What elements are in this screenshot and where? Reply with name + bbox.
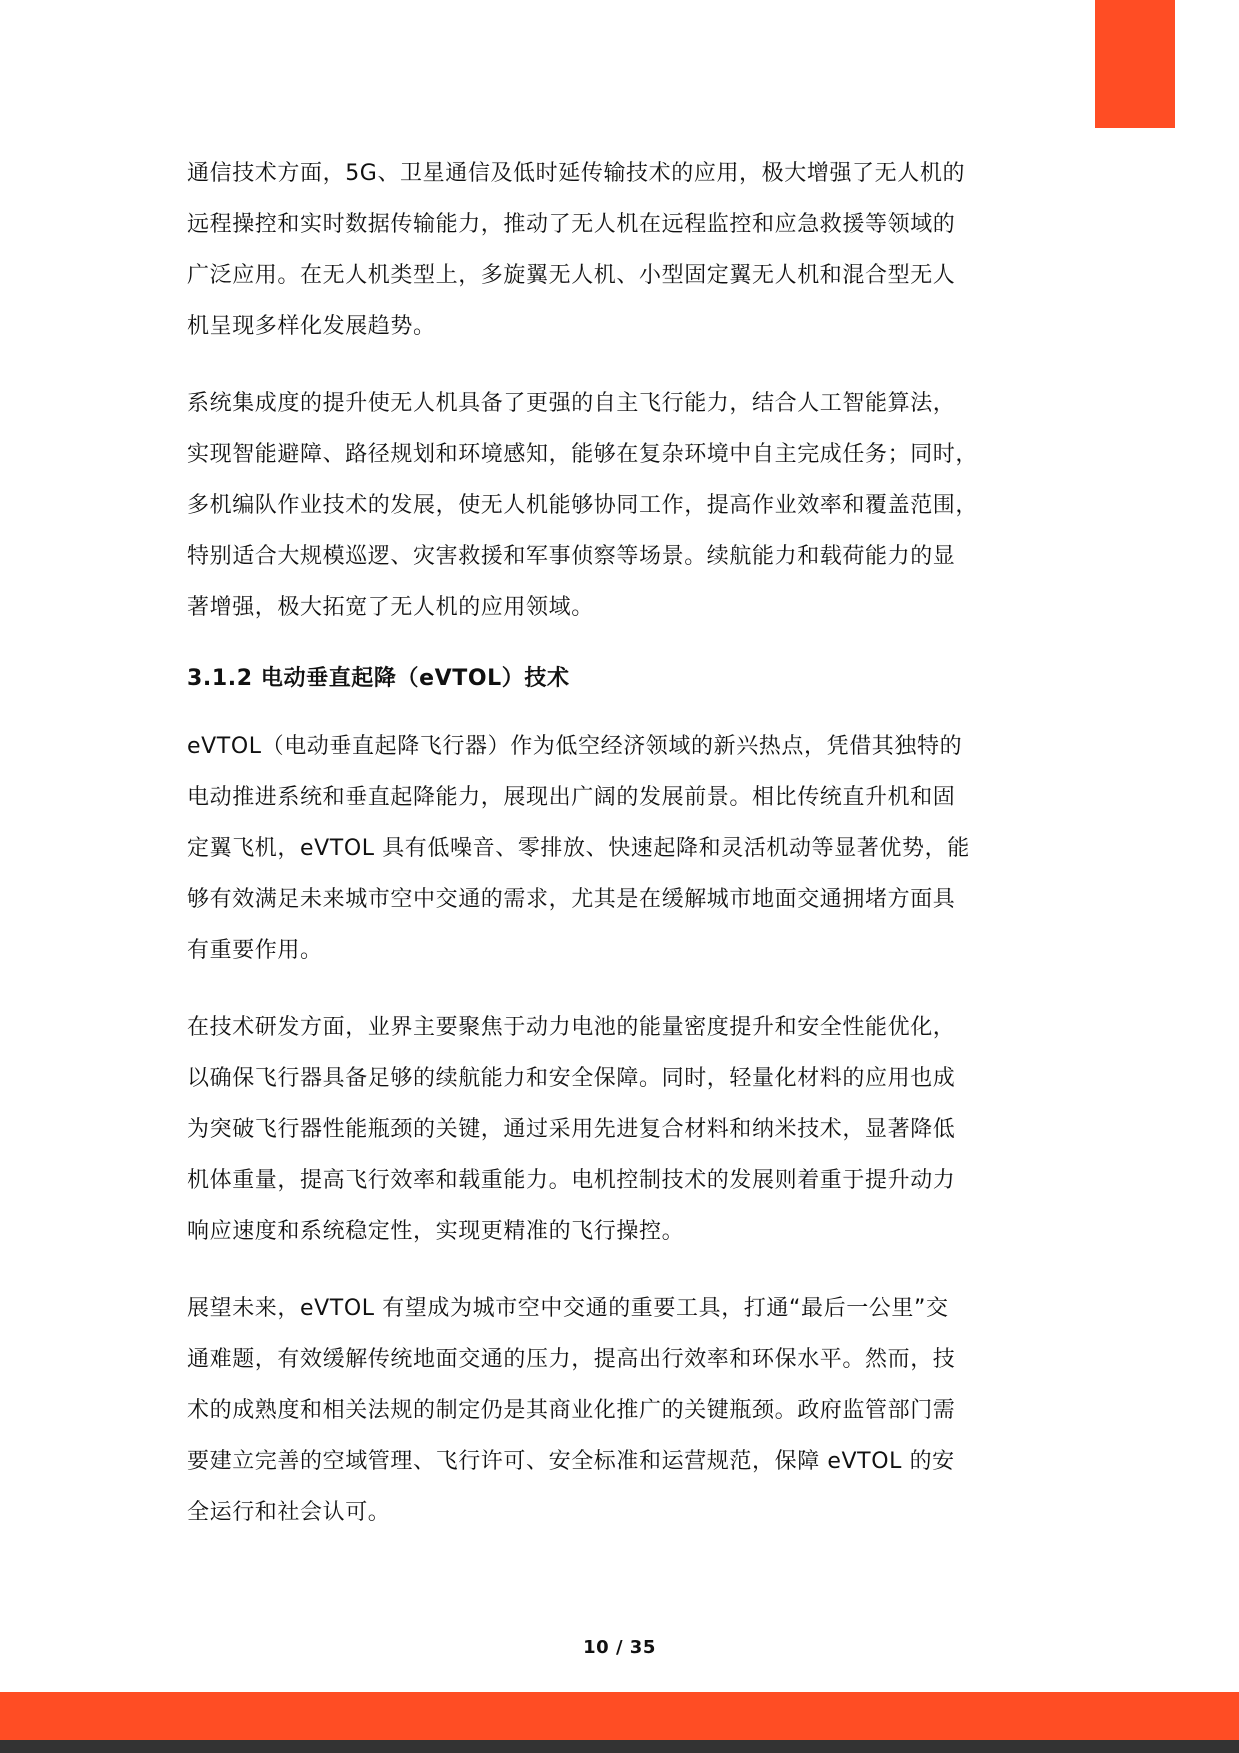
- paragraph-group-before: [187, 148, 1057, 633]
- text-line: 要建立完善的空域管理、飞行许可、安全标准和运营规范，保障 eVTOL 的安: [187, 1449, 955, 1474]
- text-line: 在技术研发方面，业界主要聚焦于动力电池的能量密度提升和安全性能优化，: [187, 1015, 956, 1040]
- text-line: 系统集成度的提升使无人机具备了更强的自主飞行能力，结合人工智能算法，: [187, 391, 956, 416]
- text-line: 实现智能避障、路径规划和环境感知，能够在复杂环境中自主完成任务；同时，: [187, 442, 979, 467]
- text-line: 著增强，极大拓宽了无人机的应用领域。: [187, 595, 594, 620]
- footer-accent-bar: [0, 1692, 1239, 1740]
- section-heading: 3.1.2 电动垂直起降（eVTOL）技术: [187, 666, 570, 691]
- document-body: [187, 148, 1057, 1564]
- text-line: 全运行和社会认可。: [187, 1500, 391, 1525]
- paragraph: [187, 148, 1057, 352]
- text-line: 够有效满足未来城市空中交通的需求，尤其是在缓解城市地面交通拥堵方面具: [187, 887, 956, 912]
- page-number: 10 / 35: [583, 1637, 656, 1658]
- text-line: eVTOL（电动垂直起降飞行器）作为低空经济领域的新兴热点，凭借其独特的: [187, 734, 963, 759]
- text-line: 以确保飞行器具备足够的续航能力和安全保障。同时，轻量化材料的应用也成: [187, 1066, 956, 1091]
- paragraph: [187, 378, 1057, 633]
- paragraph: [187, 721, 1057, 976]
- text-line: 特别适合大规模巡逻、灾害救援和军事侦察等场景。续航能力和载荷能力的显: [187, 544, 956, 569]
- text-line: 有重要作用。: [187, 938, 323, 963]
- text-line: 电动推进系统和垂直起降能力，展现出广阔的发展前景。相比传统直升机和固: [187, 785, 956, 810]
- text-line: 通信技术方面，5G、卫星通信及低时延传输技术的应用，极大增强了无人机的: [187, 161, 966, 186]
- text-line: 为突破飞行器性能瓶颈的关键，通过采用先进复合材料和纳米技术，显著降低: [187, 1117, 956, 1142]
- corner-accent-tab: [1095, 0, 1175, 128]
- paragraph-group-after: [187, 721, 1057, 1538]
- text-line: 通难题，有效缓解传统地面交通的压力，提高出行效率和环保水平。然而，技: [187, 1347, 956, 1372]
- text-line: 术的成熟度和相关法规的制定仍是其商业化推广的关键瓶颈。政府监管部门需: [187, 1398, 956, 1423]
- footer-dark-strip: [0, 1740, 1239, 1753]
- text-line: 响应速度和系统稳定性，实现更精准的飞行操控。: [187, 1219, 685, 1244]
- paragraph: [187, 1283, 1057, 1538]
- text-line: 远程操控和实时数据传输能力，推动了无人机在远程监控和应急救援等领域的: [187, 212, 956, 237]
- text-line: 机体重量，提高飞行效率和载重能力。电机控制技术的发展则着重于提升动力: [187, 1168, 956, 1193]
- text-line: 多机编队作业技术的发展，使无人机能够协同工作，提高作业效率和覆盖范围，: [187, 493, 979, 518]
- text-line: 展望未来，eVTOL 有望成为城市空中交通的重要工具，打通“最后一公里”交: [187, 1296, 949, 1321]
- text-line: 机呈现多样化发展趋势。: [187, 314, 436, 339]
- text-line: 定翼飞机，eVTOL 具有低噪音、零排放、快速起降和灵活机动等显著优势，能: [187, 836, 970, 861]
- text-line: 广泛应用。在无人机类型上，多旋翼无人机、小型固定翼无人机和混合型无人: [187, 263, 956, 288]
- paragraph: [187, 1002, 1057, 1257]
